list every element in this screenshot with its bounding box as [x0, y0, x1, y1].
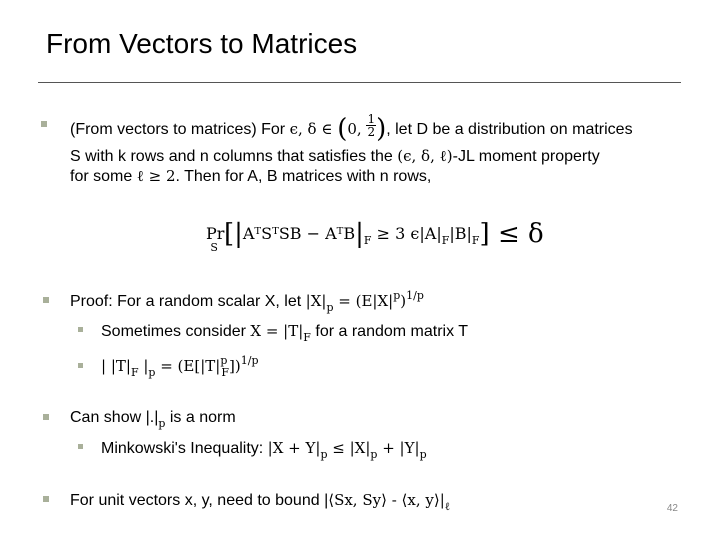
math-x-eq-norm-t: X = |T|	[250, 322, 304, 340]
sup-exponent: 1/p	[406, 289, 424, 302]
sub-p: p	[419, 448, 427, 461]
text: Can show |.|	[70, 409, 159, 426]
sub-bullet-marker	[78, 444, 83, 449]
text: Minkowski's Inequality:	[101, 440, 268, 457]
sup-p: p	[393, 289, 401, 302]
math-norm-x: |X|	[305, 292, 327, 310]
bullet-marker	[43, 297, 49, 303]
bullet-4	[70, 490, 450, 512]
math-expectation-t: = (E[|T|	[155, 357, 221, 375]
eq-sub-s: S	[210, 241, 218, 254]
text: for some	[70, 168, 137, 185]
fraction-one-half	[366, 113, 376, 138]
fraction-numerator: 1	[367, 112, 376, 127]
text: -JL moment property	[452, 148, 600, 165]
eq-body: AᵀSᵀSB − AᵀB	[242, 224, 356, 243]
sub-bullet-marker	[78, 363, 83, 368]
fraction-denominator: 2	[367, 125, 376, 140]
eq-sub-f: F	[471, 234, 480, 247]
sub-ell: ℓ	[444, 500, 451, 513]
bullet-1-line-2	[70, 146, 600, 167]
text: . Then for A, B matrices with n rows,	[175, 168, 432, 185]
display-equation	[206, 216, 544, 254]
sub-bullet-marker	[78, 327, 83, 332]
bullet-3-sub-1	[101, 438, 427, 460]
sub-f: F	[221, 366, 230, 379]
bullet-marker	[41, 121, 47, 127]
text: Sometimes consider	[101, 323, 251, 340]
math-paren: )	[400, 292, 407, 310]
eq-bracket-open: [|	[223, 219, 243, 249]
sub-f: F	[130, 366, 139, 379]
paren-close: )	[376, 114, 387, 144]
sup-p: p	[220, 354, 228, 367]
math-inner-products: ⟨Sx, Sy⟩ - ⟨x, y⟩|	[328, 491, 445, 509]
math-bar: |	[138, 357, 149, 375]
eq-rest: ≥ 3 ϵ|A|	[371, 224, 442, 243]
math-norm-t: | |T|	[101, 357, 131, 375]
text: For unit vectors x, y, need to bound |	[70, 492, 329, 509]
math-epsilon-delta: ϵ, δ ∈	[289, 120, 338, 138]
bullet-2-sub-2	[101, 356, 258, 378]
math-le-norm-x: ≤ |X|	[327, 439, 371, 457]
sub-p: p	[320, 448, 328, 461]
page-number: 42	[666, 503, 678, 514]
text: is a norm	[165, 409, 236, 426]
sub-p: p	[326, 301, 334, 314]
bullet-marker	[43, 414, 49, 420]
text: , let D be a distribution on matrices	[386, 121, 633, 138]
text: S with k rows and n columns that satisfies the	[70, 148, 398, 165]
text: Proof: For a random scalar X, let	[70, 293, 306, 310]
slide-title: From Vectors to Matrices	[46, 28, 358, 59]
title-divider	[38, 82, 681, 83]
sub-p: p	[148, 366, 156, 379]
eq-b: |B|	[449, 224, 472, 243]
paren-open: (	[337, 114, 348, 144]
eq-sub-f: F	[363, 234, 372, 247]
eq-bar: |	[355, 219, 364, 249]
sub-f: F	[303, 331, 311, 344]
bullet-1-line-1	[70, 112, 633, 144]
sup-exponent: 1/p	[240, 354, 259, 367]
sub-p: p	[370, 448, 378, 461]
math-jl-params: (ϵ, δ, ℓ)	[397, 147, 453, 165]
math-zero: 0,	[347, 120, 367, 138]
eq-pr: Pr	[206, 224, 225, 243]
math-expectation: = (E|X|	[333, 292, 394, 310]
bullet-3	[70, 408, 236, 429]
bullet-2-sub-1	[101, 321, 468, 343]
text: (From vectors to matrices) For	[70, 121, 290, 138]
eq-sub-f: F	[441, 234, 450, 247]
text: for a random matrix T	[310, 323, 469, 340]
math-plus-norm-y: + |Y|	[377, 439, 420, 457]
bullet-1-line-3	[70, 166, 431, 187]
bullet-marker	[43, 496, 49, 502]
eq-end: ] ≤ δ	[479, 219, 544, 249]
math-norm-sum: |X + Y|	[267, 439, 321, 457]
sub-p: p	[158, 417, 166, 430]
math-close: ])	[229, 357, 241, 375]
bullet-2	[70, 291, 424, 313]
math-ell-ge-2: ℓ ≥ 2	[136, 167, 176, 185]
